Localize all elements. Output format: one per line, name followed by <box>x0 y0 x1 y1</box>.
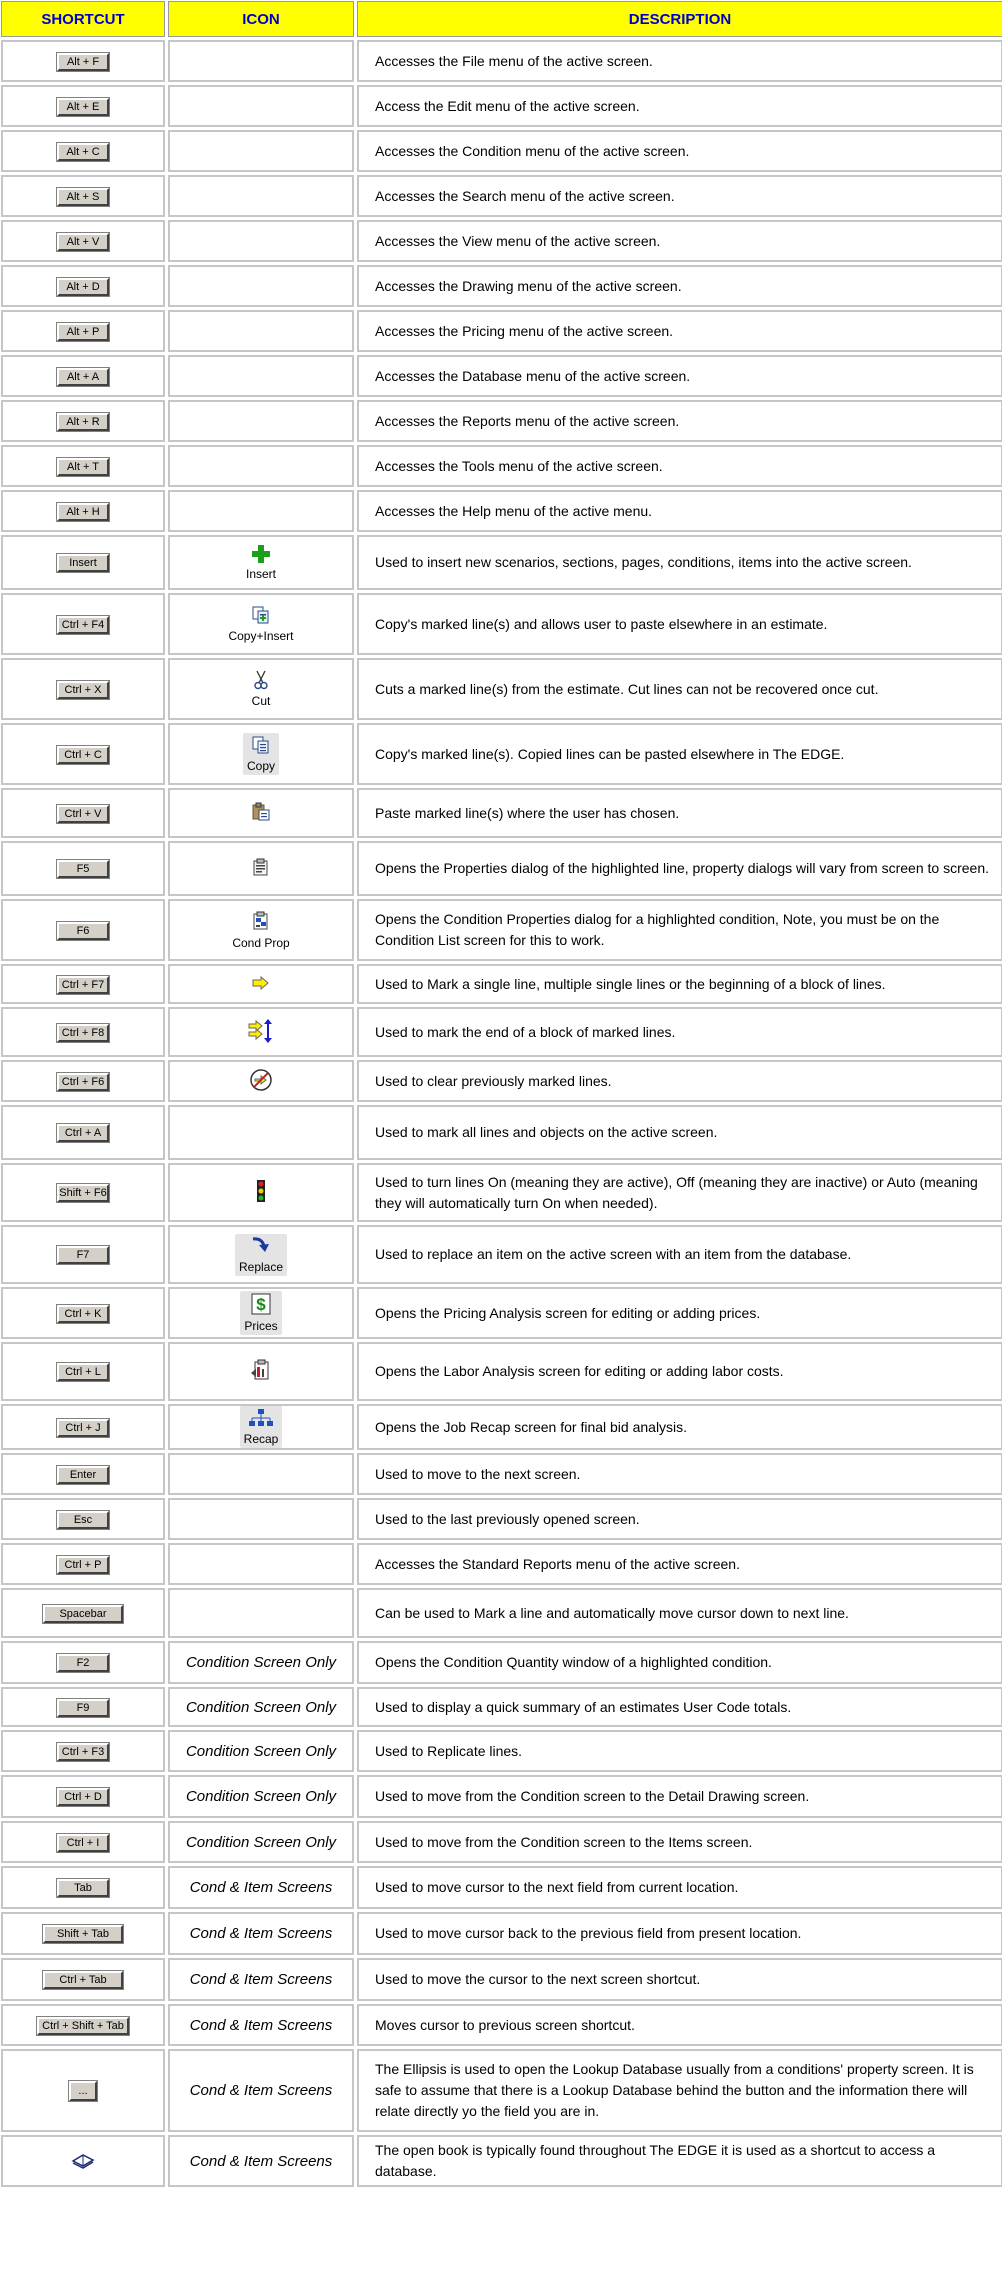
key-button[interactable]: Alt + E <box>57 98 109 116</box>
icon-label: Insert <box>245 566 276 581</box>
shortcut-cell <box>1 1775 165 1818</box>
description-cell: Accesses the Condition menu of the active screen. <box>357 130 1002 172</box>
toolbar-button[interactable] <box>252 670 271 708</box>
table-row <box>1 841 1002 896</box>
icon-cell <box>168 175 354 217</box>
table-row <box>1 1163 1002 1222</box>
icon-cell <box>168 220 354 262</box>
table-row <box>1 1687 1002 1727</box>
shortcut-cell <box>1 841 165 896</box>
description-cell: Used to mark all lines and objects on the active screen. <box>357 1105 1002 1160</box>
description-cell: The Ellipsis is used to open the Lookup Database usually from a conditions' property screen. It is safe to assume that there is a Lookup Database behind the button and the information there will relate directly yo the field you are in. <box>357 2049 1002 2132</box>
description-cell: Accesses the Pricing menu of the active screen. <box>357 310 1002 352</box>
key-button[interactable]: Ctrl + D <box>57 1788 109 1806</box>
toolbar-button[interactable] <box>251 802 271 825</box>
table-row <box>1 130 1002 172</box>
shortcut-cell <box>1 1641 165 1684</box>
table-row <box>1 1287 1002 1339</box>
table-row <box>1 220 1002 262</box>
description-cell: Used to move to the next screen. <box>357 1453 1002 1495</box>
toolbar-button[interactable] <box>243 733 279 775</box>
shortcut-cell <box>1 490 165 532</box>
description-cell: Paste marked line(s) where the user has chosen. <box>357 788 1002 838</box>
shortcut-cell <box>1 1912 165 1955</box>
table-row <box>1 1912 1002 1955</box>
icon-cell <box>168 265 354 307</box>
icon-cell <box>168 1404 354 1450</box>
shortcut-cell <box>1 175 165 217</box>
shortcut-cell <box>1 85 165 127</box>
description-cell: Used to display a quick summary of an estimates User Code totals. <box>357 1687 1002 1727</box>
header-icon: ICON <box>168 1 354 37</box>
icon-cell <box>168 85 354 127</box>
table-row <box>1 723 1002 785</box>
shortcut-cell <box>1 445 165 487</box>
table-row <box>1 2135 1002 2187</box>
key-button[interactable]: Shift + F6 <box>57 1184 109 1202</box>
icon-cell <box>168 1342 354 1401</box>
key-button[interactable]: Ctrl + Shift + Tab <box>37 2017 129 2035</box>
mark-arrow-icon <box>252 976 270 993</box>
key-button[interactable]: Ctrl + C <box>57 746 109 764</box>
key-button[interactable]: Alt + R <box>57 413 109 431</box>
toolbar-button[interactable] <box>240 1291 281 1335</box>
key-button[interactable]: F5 <box>57 860 109 878</box>
toolbar-button[interactable] <box>228 605 293 643</box>
table-row <box>1 964 1002 1004</box>
icon-cell <box>168 1821 354 1863</box>
key-button[interactable]: Ctrl + I <box>57 1834 109 1852</box>
shortcut-cell <box>1 220 165 262</box>
key-button[interactable]: Alt + F <box>57 53 109 71</box>
shortcut-cell <box>1 2049 165 2132</box>
shortcut-cell <box>1 1404 165 1450</box>
table-row <box>1 593 1002 655</box>
key-button[interactable]: F2 <box>57 1654 109 1672</box>
clear-marks-icon <box>249 1068 273 1095</box>
key-button[interactable]: Alt + P <box>57 323 109 341</box>
labor-icon <box>250 1359 272 1384</box>
description-cell: Accesses the File menu of the active screen. <box>357 40 1002 82</box>
key-button[interactable]: Ctrl + A <box>57 1124 109 1142</box>
key-button[interactable]: Ctrl + K <box>57 1305 109 1323</box>
table-row <box>1 1730 1002 1772</box>
table-row <box>1 445 1002 487</box>
key-button[interactable]: F6 <box>57 922 109 940</box>
traffic-light-icon <box>256 1180 266 1205</box>
key-button[interactable]: Insert <box>57 554 109 572</box>
key-button[interactable]: Ctrl + F3 <box>57 1743 109 1761</box>
key-button[interactable]: Spacebar <box>43 1605 123 1623</box>
header-description: DESCRIPTION <box>357 1 1002 37</box>
description-cell: Accesses the Search menu of the active screen. <box>357 175 1002 217</box>
shortcut-cell <box>1 400 165 442</box>
table-row <box>1 1453 1002 1495</box>
description-cell: Used to replace an item on the active screen with an item from the database. <box>357 1225 1002 1284</box>
description-cell: Accesses the Drawing menu of the active screen. <box>357 265 1002 307</box>
table-row <box>1 1404 1002 1450</box>
icon-label: Copy+Insert <box>228 629 294 643</box>
description-cell: Cuts a marked line(s) from the estimate. Cut lines can not be recovered once cut. <box>357 658 1002 720</box>
plus-icon <box>252 545 270 566</box>
description-cell: Accesses the Database menu of the active screen. <box>357 355 1002 397</box>
description-cell: Opens the Condition Properties dialog for a highlighted condition, Note, you must be on the Condition List screen for this to work. <box>357 899 1002 961</box>
description-cell: Copy's marked line(s). Copied lines can be pasted elsewhere in The EDGE. <box>357 723 1002 785</box>
icon-label: Recap <box>243 1432 279 1446</box>
toolbar-button[interactable] <box>256 1180 266 1205</box>
cond-prop-icon <box>251 910 271 935</box>
shortcut-cell <box>1 964 165 1004</box>
icon-cell <box>168 593 354 655</box>
table-row <box>1 175 1002 217</box>
key-button[interactable]: Shift + Tab <box>43 1925 123 1943</box>
dollar-icon <box>251 1293 271 1318</box>
icon-cell <box>168 1588 354 1638</box>
screen-scope-label: Cond & Item Screens <box>189 2152 333 2170</box>
screen-scope-label: Condition Screen Only <box>185 1698 337 1716</box>
key-button[interactable]: Ctrl + P <box>57 1556 109 1574</box>
toolbar-button[interactable] <box>250 1359 272 1384</box>
icon-cell <box>168 658 354 720</box>
description-cell: Used to move the cursor to the next screen shortcut. <box>357 1958 1002 2001</box>
table-row <box>1 1342 1002 1401</box>
key-button[interactable]: Ctrl + V <box>57 805 109 823</box>
key-button[interactable]: Ctrl + Tab <box>43 1971 123 1989</box>
screen-scope-label: Cond & Item Screens <box>189 2082 333 2099</box>
description-cell: Accesses the Standard Reports menu of the active screen. <box>357 1543 1002 1585</box>
key-button[interactable]: Alt + H <box>57 503 109 521</box>
key-button[interactable]: Esc <box>57 1511 109 1529</box>
key-button[interactable]: Ctrl + F7 <box>57 976 109 994</box>
icon-cell <box>168 310 354 352</box>
icon-cell <box>168 1163 354 1222</box>
key-button[interactable]: Ctrl + F8 <box>57 1024 109 1042</box>
key-button[interactable]: Ctrl + F6 <box>57 1073 109 1091</box>
icon-cell <box>168 1060 354 1102</box>
icon-cell <box>168 1866 354 1909</box>
key-button[interactable]: F9 <box>57 1699 109 1717</box>
icon-cell <box>168 355 354 397</box>
icon-cell <box>168 1543 354 1585</box>
icon-cell <box>168 841 354 896</box>
description-cell: Used to move from the Condition screen to the Items screen. <box>357 1821 1002 1863</box>
icon-cell <box>168 723 354 785</box>
description-cell: Accesses the View menu of the active screen. <box>357 220 1002 262</box>
description-cell: Used to move from the Condition screen to the Detail Drawing screen. <box>357 1775 1002 1818</box>
table-row <box>1 400 1002 442</box>
screen-scope-label: Cond & Item Screens <box>189 1971 333 1988</box>
icon-cell <box>168 1912 354 1955</box>
table-row <box>1 1543 1002 1585</box>
description-cell: Used to the last previously opened screen. <box>357 1498 1002 1540</box>
shortcut-cell <box>1 1287 165 1339</box>
description-cell: Accesses the Tools menu of the active screen. <box>357 445 1002 487</box>
table-row <box>1 1958 1002 2001</box>
table-row <box>1 1641 1002 1684</box>
key-button[interactable]: F7 <box>57 1246 109 1264</box>
shortcut-cell <box>1 1866 165 1909</box>
scissors-icon <box>252 670 270 693</box>
description-cell: Used to clear previously marked lines. <box>357 1060 1002 1102</box>
shortcut-cell <box>1 1498 165 1540</box>
ellipsis-button[interactable]: ... <box>69 2081 97 2101</box>
shortcut-cell <box>1 1225 165 1284</box>
table-row <box>1 1866 1002 1909</box>
shortcut-cell <box>1 593 165 655</box>
key-button[interactable]: Alt + C <box>57 143 109 161</box>
icon-label: Cond Prop <box>232 936 290 950</box>
shortcut-cell <box>1 1342 165 1401</box>
table-row <box>1 1060 1002 1102</box>
toolbar-button[interactable] <box>232 910 289 950</box>
toolbar-button[interactable] <box>251 857 271 880</box>
description-cell: Used to move cursor back to the previous field from present location. <box>357 1912 1002 1955</box>
icon-cell <box>168 1775 354 1818</box>
description-cell: Used to Replicate lines. <box>357 1730 1002 1772</box>
shortcut-cell <box>1 310 165 352</box>
toolbar-button[interactable] <box>240 1406 283 1448</box>
screen-scope-label: Cond & Item Screens <box>189 1879 333 1896</box>
shortcut-cell <box>1 1588 165 1638</box>
table-row <box>1 2049 1002 2132</box>
screen-scope-label: Condition Screen Only <box>185 1833 337 1851</box>
header-row <box>1 1 1002 37</box>
table-row <box>1 1225 1002 1284</box>
icon-cell <box>168 1730 354 1772</box>
key-button[interactable]: Ctrl + J <box>57 1419 109 1437</box>
shortcut-cell <box>1 2004 165 2046</box>
icon-cell <box>168 788 354 838</box>
shortcut-cell <box>1 1163 165 1222</box>
icon-cell <box>168 1453 354 1495</box>
description-cell: Accesses the Reports menu of the active screen. <box>357 400 1002 442</box>
description-cell: Used to move cursor to the next field from current location. <box>357 1866 1002 1909</box>
description-cell: Opens the Pricing Analysis screen for editing or adding prices. <box>357 1287 1002 1339</box>
replace-icon <box>250 1236 272 1259</box>
icon-cell <box>168 1641 354 1684</box>
key-button[interactable]: Alt + D <box>57 278 109 296</box>
table-row <box>1 658 1002 720</box>
screen-scope-label: Condition Screen Only <box>185 1788 337 1805</box>
table-row <box>1 1498 1002 1540</box>
shortcut-cell <box>1 130 165 172</box>
icon-cell <box>168 2004 354 2046</box>
screen-scope-label: Condition Screen Only <box>185 1654 337 1671</box>
table-row <box>1 40 1002 82</box>
properties-icon <box>251 857 271 880</box>
table-row <box>1 355 1002 397</box>
header-shortcut: SHORTCUT <box>1 1 165 37</box>
table-row <box>1 788 1002 838</box>
toolbar-button[interactable] <box>252 976 270 993</box>
table-row <box>1 265 1002 307</box>
icon-cell <box>168 490 354 532</box>
description-cell: Used to Mark a single line, multiple single lines or the beginning of a block of lines. <box>357 964 1002 1004</box>
description-cell: Opens the Condition Quantity window of a highlighted condition. <box>357 1641 1002 1684</box>
icon-cell <box>168 1498 354 1540</box>
key-button[interactable]: Tab <box>57 1879 109 1897</box>
key-button[interactable]: Alt + S <box>57 188 109 206</box>
table-row <box>1 1821 1002 1863</box>
toolbar-button[interactable] <box>248 1018 274 1047</box>
description-cell: Used to mark the end of a block of marked lines. <box>357 1007 1002 1057</box>
description-cell: Used to insert new scenarios, sections, pages, conditions, items into the active screen. <box>357 535 1002 590</box>
description-cell: Can be used to Mark a line and automatically move cursor down to next line. <box>357 1588 1002 1638</box>
description-cell: The open book is typically found throughout The EDGE it is used as a shortcut to access a database. <box>357 2135 1002 2187</box>
screen-scope-label: Condition Screen Only <box>185 1742 337 1760</box>
key-button[interactable]: Ctrl + L <box>57 1363 109 1381</box>
key-button[interactable]: Alt + T <box>57 458 109 476</box>
table-row <box>1 85 1002 127</box>
open-book-icon[interactable] <box>71 2156 95 2172</box>
description-cell: Moves cursor to previous screen shortcut. <box>357 2004 1002 2046</box>
copy-icon <box>251 735 271 758</box>
shortcut-cell <box>1 355 165 397</box>
shortcut-cell <box>1 535 165 590</box>
shortcut-cell <box>1 40 165 82</box>
table-row <box>1 1105 1002 1160</box>
toolbar-button[interactable] <box>246 545 276 581</box>
icon-cell <box>168 130 354 172</box>
key-button[interactable]: Alt + V <box>57 233 109 251</box>
shortcut-cell <box>1 1060 165 1102</box>
key-button[interactable]: Ctrl + X <box>57 681 109 699</box>
table-row <box>1 899 1002 961</box>
icon-cell <box>168 899 354 961</box>
description-cell: Opens the Properties dialog of the highlighted line, property dialogs will vary from screen to screen. <box>357 841 1002 896</box>
toolbar-button[interactable] <box>235 1234 287 1276</box>
shortcut-cell <box>1 1007 165 1057</box>
icon-cell <box>168 445 354 487</box>
table-row <box>1 310 1002 352</box>
shortcut-cell <box>1 1453 165 1495</box>
table-row <box>1 535 1002 590</box>
icon-cell <box>168 1687 354 1727</box>
shortcut-cell <box>1 1105 165 1160</box>
shortcut-cell <box>1 723 165 785</box>
description-cell: Accesses the Help menu of the active menu. <box>357 490 1002 532</box>
shortcut-cell <box>1 1958 165 2001</box>
icon-label: Copy <box>246 759 275 773</box>
paste-icon <box>251 802 271 825</box>
shortcut-cell <box>1 1687 165 1727</box>
shortcut-cell <box>1 1821 165 1863</box>
mark-end-icon <box>248 1018 274 1047</box>
shortcut-cell <box>1 2135 165 2187</box>
icon-cell <box>168 400 354 442</box>
screen-scope-label: Cond & Item Screens <box>189 2016 333 2034</box>
icon-label: Cut <box>251 694 271 708</box>
icon-cell <box>168 2049 354 2132</box>
icon-cell <box>168 1105 354 1160</box>
copy-insert-icon <box>251 605 271 628</box>
shortcut-cell <box>1 658 165 720</box>
description-cell: Opens the Labor Analysis screen for editing or adding labor costs. <box>357 1342 1002 1401</box>
shortcut-cell <box>1 1543 165 1585</box>
icon-cell <box>168 40 354 82</box>
screen-scope-label: Cond & Item Screens <box>189 1925 333 1942</box>
key-button[interactable]: Enter <box>57 1466 109 1484</box>
table-row <box>1 2004 1002 2046</box>
toolbar-button[interactable] <box>249 1068 273 1095</box>
icon-cell <box>168 1007 354 1057</box>
shortcut-cell <box>1 265 165 307</box>
table-row <box>1 1775 1002 1818</box>
description-cell: Access the Edit menu of the active screen. <box>357 85 1002 127</box>
table-row <box>1 1007 1002 1057</box>
icon-cell <box>168 2135 354 2187</box>
icon-cell <box>168 1225 354 1284</box>
shortcut-cell <box>1 788 165 838</box>
icon-label: Replace <box>238 1259 284 1274</box>
table-row <box>1 490 1002 532</box>
key-button[interactable]: Alt + A <box>57 368 109 386</box>
shortcut-cell <box>1 1730 165 1772</box>
key-button[interactable]: Ctrl + F4 <box>57 616 109 634</box>
icon-cell <box>168 535 354 590</box>
shortcut-cell <box>1 899 165 961</box>
svg-text:$: $ <box>256 1295 266 1314</box>
icon-cell <box>168 1287 354 1339</box>
recap-icon <box>248 1408 274 1431</box>
icon-cell <box>168 1958 354 2001</box>
description-cell: Copy's marked line(s) and allows user to paste elsewhere in an estimate. <box>357 593 1002 655</box>
description-cell: Opens the Job Recap screen for final bid analysis. <box>357 1404 1002 1450</box>
table-row <box>1 1588 1002 1638</box>
description-cell: Used to turn lines On (meaning they are active), Off (meaning they are inactive) or Auto (meaning they will automatically turn On when needed). <box>357 1163 1002 1222</box>
icon-label: Prices <box>244 1319 278 1333</box>
icon-cell <box>168 964 354 1004</box>
